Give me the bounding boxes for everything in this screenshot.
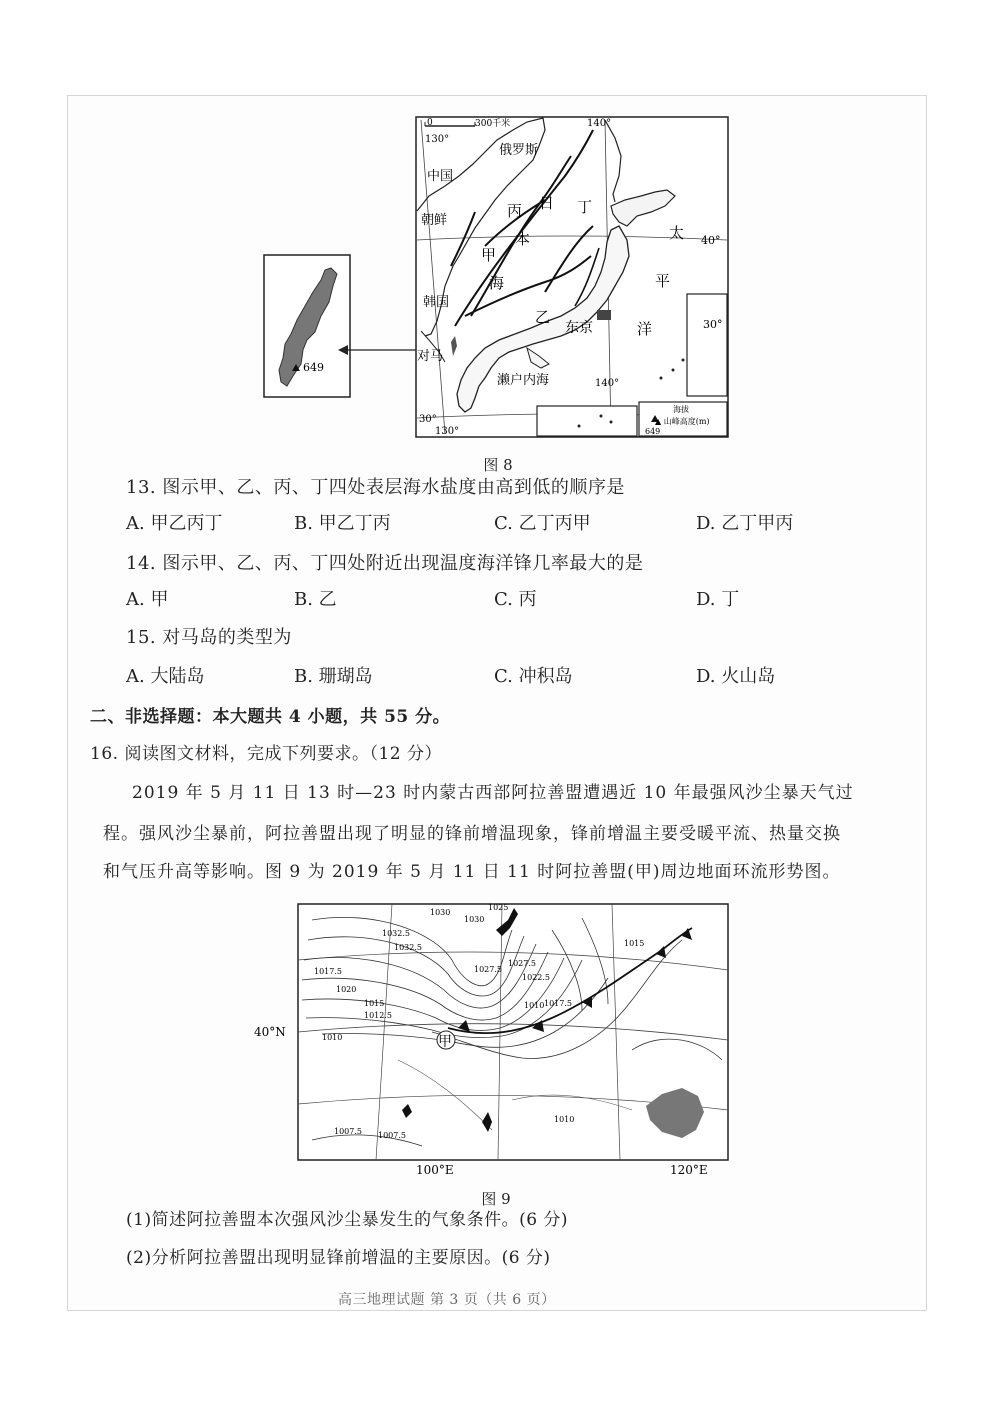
fig8-ben-label: 本 (515, 230, 531, 248)
fig8-north-korea-label: 朝鲜 (421, 213, 448, 228)
inset-pointer-arrow (336, 341, 421, 353)
page-footer: 高三地理试题 第 3 页（共 6 页） (338, 1292, 556, 1308)
fig9-isobar-1027-b: 1027.5 (474, 965, 502, 974)
fig9-isobar-1025: 1025 (488, 903, 509, 912)
fig9-isobar-1027-a: 1027.5 (508, 959, 536, 968)
fig9-isobar-1030-b: 1030 (464, 915, 485, 924)
figure-8-caption: 图 8 (483, 456, 513, 474)
fig8-lon130-top: 130° (425, 134, 450, 145)
q13-option-b[interactable]: B. 甲乙丁丙 (294, 513, 391, 534)
fig9-isobar-1010-a: 1010 (322, 1033, 343, 1042)
q15-stem: 15. 对马岛的类型为 (126, 627, 292, 648)
fig8-lon140-top: 140° (587, 118, 612, 129)
q14-option-b[interactable]: B. 乙 (294, 589, 337, 610)
fig9-isobar-1017-b: 1017.5 (544, 999, 572, 1008)
fig9-isobar-1022: 1022.5 (522, 973, 550, 982)
q13-option-c[interactable]: C. 乙丁丙甲 (494, 513, 591, 534)
fig9-isobar-1017-a: 1017.5 (314, 967, 342, 976)
fig9-jia-label: 甲 (438, 1034, 452, 1050)
fig9-isobar-1012: 1012.5 (364, 1011, 392, 1020)
fig8-bing-label: 丙 (507, 202, 523, 220)
fig8-jia-label: 甲 (481, 246, 497, 264)
figure-9-map (252, 900, 732, 1180)
fig8-lat30-right-label: 30° (703, 318, 723, 331)
fig8-legend-top: 海拔 (673, 405, 689, 414)
fig8-lon130-bottom: 130° (435, 426, 460, 437)
fig9-isobar-1030-a: 1030 (430, 908, 451, 917)
figure-8-inset (263, 254, 351, 398)
fig8-yi-label: 乙 (535, 308, 551, 326)
figure-9-caption: 图 9 (481, 1190, 511, 1208)
q15-option-c[interactable]: C. 冲积岛 (494, 666, 573, 687)
fig8-tai-label: 太 (669, 224, 685, 242)
fig8-ping-label: 平 (655, 272, 671, 290)
fig9-lon100-label: 100°E (416, 1163, 454, 1177)
q16-subquestion-2: (2)分析阿拉善盟出现明显锋前增温的主要原因。(6 分) (126, 1248, 551, 1268)
q15-option-b[interactable]: B. 珊瑚岛 (294, 666, 373, 687)
q13-option-d[interactable]: D. 乙丁甲丙 (696, 513, 794, 534)
fig9-lat40-label: 40°N (254, 1025, 286, 1039)
q16-para-line-2: 程。强风沙尘暴前，阿拉善盟出现了明显的锋前增温现象，锋前增温主要受暖平流、热量交换 (103, 824, 841, 844)
fig8-hai-label: 海 (489, 274, 505, 292)
figure-8-map (415, 116, 729, 438)
fig9-isobar-1030-c: 1010 (524, 1001, 545, 1010)
fig8-lon140-bottom: 140° (595, 378, 620, 389)
q14-stem: 14. 图示甲、乙、丙、丁四处附近出现温度海洋锋几率最大的是 (126, 553, 644, 574)
fig9-isobar-1032-b: 1032.5 (394, 943, 422, 952)
fig8-scale-text: 300千米 (475, 119, 511, 129)
fig8-legend-peak: ▲ 山峰高度(m) (655, 417, 710, 426)
q15-option-a[interactable]: A. 大陆岛 (126, 666, 205, 687)
q16-para-line-3: 和气压升高等影响。图 9 为 2019 年 5 月 11 日 11 时阿拉善盟(甲)周边地面环流形势图。 (103, 862, 841, 882)
q14-option-d[interactable]: D. 丁 (696, 589, 740, 610)
q14-option-c[interactable]: C. 丙 (494, 589, 537, 610)
fig8-russia-label: 俄罗斯 (499, 143, 539, 158)
fig8-ri-label: 日 (539, 194, 555, 212)
fig9-isobar-1020: 1020 (336, 985, 357, 994)
fig9-isobar-1007-a: 1007.5 (334, 1127, 362, 1136)
q14-option-a[interactable]: A. 甲 (126, 589, 169, 610)
q16-stem: 16. 阅读图文材料，完成下列要求。（12 分） (90, 744, 442, 764)
q16-subquestion-1: (1)简述阿拉善盟本次强风沙尘暴发生的气象条件。(6 分) (126, 1210, 569, 1230)
q16-para-line-1: 2019 年 5 月 11 日 13 时—23 时内蒙古西部阿拉善盟遭遇近 10 年最强风沙尘暴天气过 (132, 783, 854, 803)
fig8-legend-val: 649 (645, 427, 661, 436)
fig9-isobar-1015-b: 1015 (624, 939, 645, 948)
fig9-isobar-1015-a: 1015 (364, 999, 385, 1008)
fig9-isobar-1032-a: 1032.5 (382, 929, 410, 938)
fig8-scale-zero: 0 (427, 118, 433, 128)
inset-peak-label: 649 (303, 361, 324, 374)
exam-page (67, 95, 927, 1311)
fig8-tokyo-label: 东京 (565, 320, 593, 336)
fig8-lat30-left: 30° (419, 414, 437, 425)
fig8-lat40-label: 40° (701, 234, 721, 247)
section-2-heading: 二、非选择题：本大题共 4 小题，共 55 分。 (90, 707, 451, 727)
fig8-south-korea-label: 韩国 (423, 295, 450, 310)
fig8-duima-label: 对马 (417, 349, 444, 364)
q13-option-a[interactable]: A. 甲乙丙丁 (126, 513, 223, 534)
fig8-seto-label: 濑户内海 (497, 373, 550, 388)
fig9-isobar-1007-b: 1007.5 (378, 1131, 406, 1140)
q13-stem: 13. 图示甲、乙、丙、丁四处表层海水盐度由高到低的顺序是 (126, 477, 625, 498)
fig8-ding-label: 丁 (577, 198, 593, 216)
fig8-china-label: 中国 (427, 169, 454, 184)
fig8-yang-label: 洋 (637, 320, 653, 338)
fig9-lon120-label: 120°E (670, 1163, 708, 1177)
q15-option-d[interactable]: D. 火山岛 (696, 666, 776, 687)
fig9-isobar-1010-b: 1010 (554, 1115, 575, 1124)
